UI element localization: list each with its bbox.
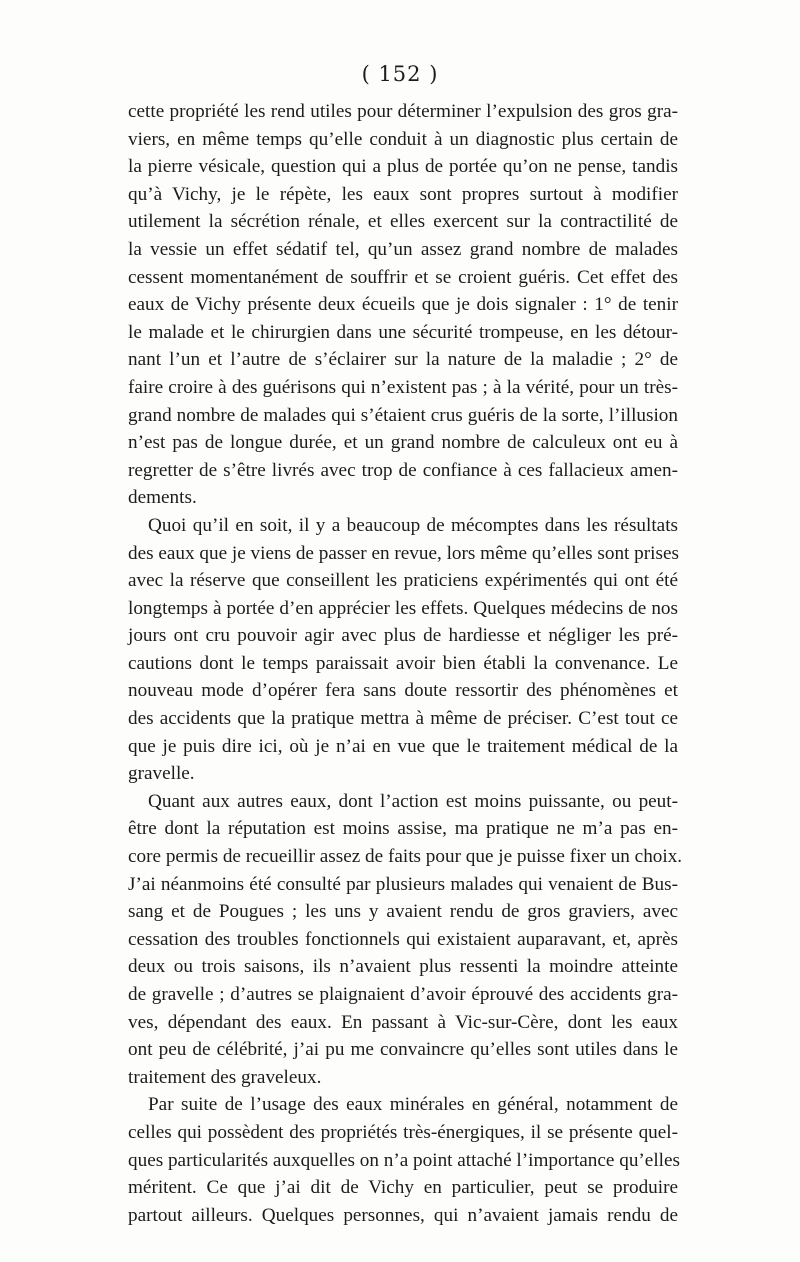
text-line: grand nombre de malades qui s’étaient crus guéris de la sorte, l’illusion [128, 404, 678, 426]
text-line: le malade et le chirurgien dans une sécurité trompeuse, en les détour- [128, 321, 678, 343]
paragraph [128, 1091, 678, 1229]
text-line: avec la réserve que conseillent les praticiens expérimentés qui ont été [128, 570, 678, 592]
text-line: qu’à Vichy, je le répète, les eaux sont propres surtout à modifier [128, 183, 678, 205]
text-line: méritent. Ce que j’ai dit de Vichy en particulier, peut se produire [128, 1177, 678, 1199]
text-line: faire croire à des guérisons qui n’existent pas ; à la vérité, pour un très- [128, 376, 678, 398]
text-line: Quoi qu’il en soit, il y a beaucoup de mécomptes dans les résultats [148, 514, 678, 536]
text-line: la pierre vésicale, question qui a plus de portée qu’on ne pense, tandis [128, 156, 678, 178]
text-line: n’est pas de longue durée, et un grand nombre de calculeux ont eu à [128, 432, 678, 454]
text-line: longtemps à portée d’en apprécier les effets. Quelques médecins de nos [128, 597, 678, 619]
text-line: deux ou trois saisons, ils n’avaient plus ressenti la moindre atteinte [128, 956, 678, 978]
text-line: de gravelle ; d’autres se plaignaient d’avoir éprouvé des accidents gra- [128, 984, 678, 1005]
text-line: J’ai néanmoins été consulté par plusieurs malades qui venaient de Bus- [128, 873, 678, 895]
paragraph [128, 98, 678, 512]
text-line: core permis de recueillir assez de faits pour que je puisse fixer un choix. [128, 846, 683, 868]
text-line: des accidents que la pratique mettra à même de préciser. C’est tout ce [128, 708, 678, 730]
text-line: ques particularités auxquelles on n’a point attaché l’importance qu’elles [128, 1149, 680, 1171]
text-line: que je puis dire ici, où je n’ai en vue que le traitement médical de la [128, 735, 678, 757]
text-line: être dont la réputation est moins assise, ma pratique ne m’a pas en- [128, 818, 678, 840]
page-number: ( 152 ) [361, 62, 439, 86]
text-line: utilement la sécrétion rénale, et elles exercent sur la contractilité de [128, 211, 678, 233]
text-line: ont peu de célébrité, j’ai pu me convaincre qu’elles sont utiles dans le [128, 1039, 678, 1061]
text-line: Quant aux autres eaux, dont l’action est moins puissante, ou peut- [148, 790, 678, 812]
text-line: cette propriété les rend utiles pour déterminer l’expulsion des gros gra- [128, 101, 678, 122]
text-line: regretter de s’être livrés avec trop de confiance à ces fallacieux amen- [128, 459, 678, 481]
text-line: jours ont cru pouvoir agir avec plus de hardiesse et négliger les pré- [128, 625, 678, 647]
text-line: ves, dépendant des eaux. En passant à Vic-sur-Cère, dont les eaux [128, 1011, 678, 1033]
text-line: nouveau mode d’opérer fera sans doute ressortir des phénomènes et [128, 680, 678, 702]
text-line: nant l’un et l’autre de s’éclairer sur la nature de la maladie ; 2° de [128, 349, 678, 371]
paragraph [128, 788, 683, 1092]
text-line: cautions dont le temps paraissait avoir bien établi la convenance. Le [128, 652, 678, 674]
text-line: partout ailleurs. Quelques personnes, qui n’avaient jamais rendu de [128, 1204, 678, 1226]
text-line: des eaux que je viens de passer en revue, lors même qu’elles sont prises [128, 542, 679, 564]
text-line: cessent momentanément de souffrir et se croient guéris. Cet effet des [128, 266, 678, 288]
text-line: eaux de Vichy présente deux écueils que je dois signaler : 1° de tenir [128, 294, 678, 316]
text-line: Par suite de l’usage des eaux minérales en général, notamment de [148, 1094, 678, 1116]
text-line: sang et de Pougues ; les uns y avaient rendu de gros graviers, avec [128, 901, 678, 923]
text-line: dements. [128, 487, 197, 509]
body-text [128, 98, 683, 1229]
text-line: celles qui possèdent des propriétés très-énergiques, il se présente quel- [128, 1121, 678, 1143]
text-line: gravelle. [128, 763, 195, 785]
text-line: viers, en même temps qu’elle conduit à un diagnostic plus certain de [128, 128, 678, 150]
text-line: cessation des troubles fonctionnels qui existaient auparavant, et, après [128, 928, 678, 950]
text-line: la vessie un effet sédatif tel, qu’un assez grand nombre de malades [128, 238, 678, 260]
paragraph [128, 512, 678, 788]
text-line: traitement des graveleux. [128, 1066, 322, 1088]
